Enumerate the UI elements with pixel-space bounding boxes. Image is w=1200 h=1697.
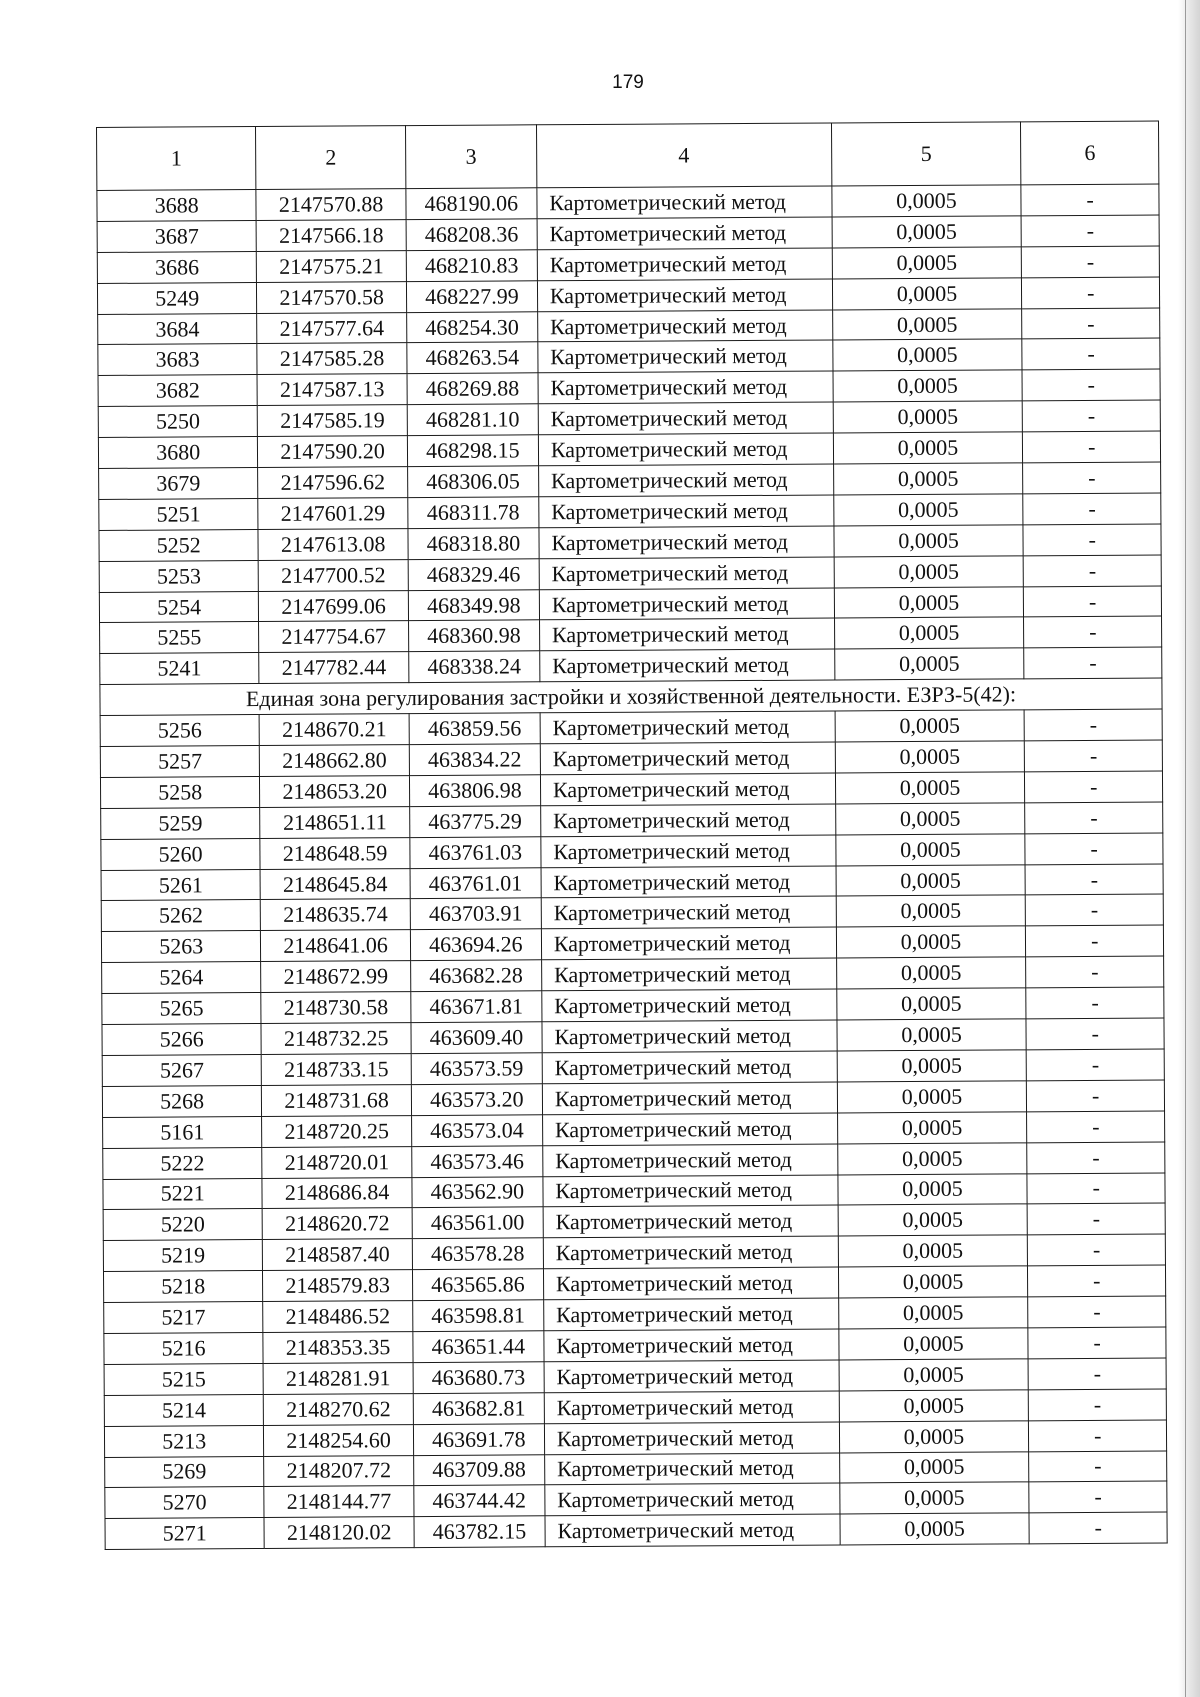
note-cell: - — [1026, 1018, 1164, 1050]
point-number-cell: 5270 — [105, 1487, 265, 1519]
x-coordinate-cell: 2148620.72 — [262, 1208, 412, 1240]
x-coordinate-cell: 2148720.01 — [262, 1146, 412, 1178]
point-number-cell: 3687 — [97, 220, 257, 252]
x-coordinate-cell: 2147601.29 — [258, 498, 408, 530]
method-cell: Картометрический метод — [537, 310, 832, 343]
point-number-cell: 5257 — [100, 746, 260, 778]
point-number-cell: 3682 — [98, 375, 258, 407]
note-cell: - — [1029, 1451, 1167, 1483]
note-cell: - — [1027, 1049, 1165, 1081]
point-number-cell: 5222 — [103, 1147, 263, 1179]
note-cell: - — [1023, 524, 1161, 556]
method-cell: Картометрический метод — [544, 1329, 839, 1362]
x-coordinate-cell: 2148353.35 — [263, 1332, 413, 1364]
point-number-cell: 5217 — [104, 1302, 264, 1334]
note-cell: - — [1026, 956, 1164, 988]
accuracy-cell: 0,0005 — [834, 556, 1024, 588]
point-number-cell: 5255 — [100, 622, 260, 654]
y-coordinate-cell: 463565.86 — [412, 1269, 543, 1301]
y-coordinate-cell: 463703.91 — [410, 898, 541, 930]
point-number-cell: 5252 — [99, 529, 259, 561]
point-number-cell: 5261 — [101, 869, 261, 901]
accuracy-cell: 0,0005 — [836, 988, 1026, 1020]
note-cell: - — [1023, 462, 1161, 494]
accuracy-cell: 0,0005 — [833, 463, 1023, 495]
y-coordinate-cell: 463651.44 — [413, 1331, 544, 1363]
accuracy-cell: 0,0005 — [835, 834, 1025, 866]
point-number-cell: 5263 — [101, 931, 261, 963]
accuracy-cell: 0,0005 — [838, 1328, 1028, 1360]
method-cell: Картометрический метод — [539, 588, 834, 621]
point-number-cell: 5250 — [98, 406, 258, 438]
method-cell: Картометрический метод — [539, 495, 834, 528]
y-coordinate-cell: 468360.98 — [408, 620, 539, 652]
x-coordinate-cell: 2148653.20 — [260, 776, 410, 808]
x-coordinate-cell: 2148254.60 — [264, 1424, 414, 1456]
accuracy-cell: 0,0005 — [839, 1359, 1029, 1391]
method-cell: Картометрический метод — [537, 248, 832, 281]
x-coordinate-cell: 2148120.02 — [264, 1517, 414, 1549]
accuracy-cell: 0,0005 — [838, 1204, 1028, 1236]
method-cell: Картометрический метод — [543, 1205, 838, 1238]
y-coordinate-cell: 463691.78 — [413, 1423, 544, 1455]
accuracy-cell: 0,0005 — [836, 864, 1026, 896]
x-coordinate-cell: 2148720.25 — [262, 1115, 412, 1147]
point-number-cell: 5258 — [100, 776, 260, 808]
x-coordinate-cell: 2148662.80 — [260, 745, 410, 777]
x-coordinate-cell: 2148635.74 — [261, 899, 411, 931]
y-coordinate-cell: 468349.98 — [408, 589, 539, 621]
note-cell: - — [1029, 1481, 1167, 1513]
note-cell: - — [1024, 616, 1162, 648]
y-coordinate-cell: 463573.46 — [412, 1145, 543, 1177]
y-coordinate-cell: 468254.30 — [407, 311, 538, 343]
header-col-3: 3 — [405, 125, 536, 189]
note-cell: - — [1027, 1080, 1165, 1112]
point-number-cell: 5266 — [102, 1024, 262, 1056]
x-coordinate-cell: 2148648.59 — [260, 837, 410, 869]
note-cell: - — [1027, 1142, 1165, 1174]
y-coordinate-cell: 468263.54 — [407, 342, 538, 374]
x-coordinate-cell: 2148672.99 — [261, 961, 411, 993]
point-number-cell: 5219 — [103, 1240, 263, 1272]
y-coordinate-cell: 463609.40 — [411, 1022, 542, 1054]
note-cell: - — [1028, 1234, 1166, 1266]
method-cell: Картометрический метод — [541, 958, 836, 991]
y-coordinate-cell: 463694.26 — [410, 929, 541, 961]
x-coordinate-cell: 2148670.21 — [259, 714, 409, 746]
y-coordinate-cell: 468329.46 — [408, 558, 539, 590]
y-coordinate-cell: 463782.15 — [414, 1516, 545, 1548]
x-coordinate-cell: 2148645.84 — [260, 868, 410, 900]
method-cell: Картометрический метод — [537, 186, 832, 219]
header-col-1: 1 — [97, 127, 257, 191]
note-cell: - — [1028, 1265, 1166, 1297]
y-coordinate-cell: 463573.20 — [411, 1084, 542, 1116]
accuracy-cell: 0,0005 — [834, 648, 1024, 680]
x-coordinate-cell: 2147575.21 — [257, 250, 407, 282]
point-number-cell: 3683 — [98, 344, 258, 376]
note-cell: - — [1023, 493, 1161, 525]
note-cell: - — [1025, 709, 1163, 741]
x-coordinate-cell: 2148731.68 — [262, 1084, 412, 1116]
point-number-cell: 5265 — [102, 993, 262, 1025]
note-cell: - — [1028, 1358, 1166, 1390]
method-cell: Картометрический метод — [545, 1483, 840, 1516]
y-coordinate-cell: 468318.80 — [408, 528, 539, 560]
y-coordinate-cell: 468208.36 — [406, 219, 537, 251]
accuracy-cell: 0,0005 — [839, 1451, 1029, 1483]
x-coordinate-cell: 2148579.83 — [263, 1270, 413, 1302]
note-cell: - — [1028, 1296, 1166, 1328]
method-cell: Картометрический метод — [538, 371, 833, 404]
method-cell: Картометрический метод — [542, 989, 837, 1022]
x-coordinate-cell: 2147585.28 — [257, 343, 407, 375]
note-cell: - — [1024, 555, 1162, 587]
x-coordinate-cell: 2148207.72 — [264, 1455, 414, 1487]
y-coordinate-cell: 463744.42 — [414, 1485, 545, 1517]
x-coordinate-cell: 2148730.58 — [261, 992, 411, 1024]
scan-edge-line — [1185, 0, 1186, 1697]
note-cell: - — [1024, 586, 1162, 618]
note-cell: - — [1026, 894, 1164, 926]
method-cell: Картометрический метод — [540, 711, 835, 744]
y-coordinate-cell: 463682.81 — [413, 1393, 544, 1425]
note-cell: - — [1029, 1512, 1167, 1544]
accuracy-cell: 0,0005 — [833, 432, 1023, 464]
x-coordinate-cell: 2147700.52 — [258, 559, 408, 591]
method-cell: Картометрический метод — [543, 1267, 838, 1300]
accuracy-cell: 0,0005 — [837, 1173, 1027, 1205]
x-coordinate-cell: 2148587.40 — [263, 1239, 413, 1271]
x-coordinate-cell: 2147590.20 — [258, 436, 408, 468]
x-coordinate-cell: 2147577.64 — [257, 312, 407, 344]
accuracy-cell: 0,0005 — [833, 494, 1023, 526]
x-coordinate-cell: 2148651.11 — [260, 806, 410, 838]
accuracy-cell: 0,0005 — [840, 1513, 1030, 1545]
note-cell: - — [1029, 1389, 1167, 1421]
method-cell: Картометрический метод — [542, 1051, 837, 1084]
y-coordinate-cell: 463806.98 — [409, 775, 540, 807]
accuracy-cell: 0,0005 — [839, 1482, 1029, 1514]
point-number-cell: 5161 — [103, 1116, 263, 1148]
accuracy-cell: 0,0005 — [838, 1235, 1028, 1267]
method-cell: Картометрический метод — [542, 1113, 837, 1146]
accuracy-cell: 0,0005 — [838, 1297, 1028, 1329]
table-row — [105, 1512, 1167, 1549]
y-coordinate-cell: 463561.00 — [412, 1207, 543, 1239]
point-number-cell: 5215 — [104, 1363, 264, 1395]
method-cell: Картометрический метод — [540, 773, 835, 806]
x-coordinate-cell: 2148641.06 — [261, 930, 411, 962]
point-number-cell: 5254 — [99, 591, 259, 623]
method-cell: Картометрический метод — [543, 1236, 838, 1269]
point-number-cell: 5268 — [102, 1085, 262, 1117]
y-coordinate-cell: 463573.59 — [411, 1053, 542, 1085]
note-cell: - — [1024, 647, 1162, 679]
point-number-cell: 3688 — [97, 190, 257, 222]
point-number-cell: 5214 — [104, 1394, 264, 1426]
method-cell: Картометрический метод — [540, 804, 835, 837]
note-cell: - — [1025, 771, 1163, 803]
header-row — [97, 121, 1159, 190]
note-cell: - — [1021, 215, 1159, 247]
accuracy-cell: 0,0005 — [832, 247, 1022, 279]
method-cell: Картометрический метод — [544, 1360, 839, 1393]
method-cell: Картометрический метод — [538, 402, 833, 435]
method-cell: Картометрический метод — [539, 557, 834, 590]
note-cell: - — [1022, 369, 1160, 401]
method-cell: Картометрический метод — [538, 433, 833, 466]
note-cell: - — [1025, 864, 1163, 896]
point-number-cell: 5251 — [99, 498, 259, 530]
point-number-cell: 5267 — [102, 1054, 262, 1086]
table-body — [97, 184, 1167, 1550]
note-cell: - — [1022, 246, 1160, 278]
point-number-cell: 5221 — [103, 1178, 263, 1210]
y-coordinate-cell: 463598.81 — [413, 1300, 544, 1332]
point-number-cell: 5260 — [101, 838, 261, 870]
method-cell: Картометрический метод — [543, 1174, 838, 1207]
method-cell: Картометрический метод — [544, 1391, 839, 1424]
note-cell: - — [1028, 1327, 1166, 1359]
page-number: 179 — [612, 72, 644, 93]
method-cell: Картометрический метод — [544, 1453, 839, 1486]
y-coordinate-cell: 468210.83 — [406, 250, 537, 282]
method-cell: Картометрический метод — [538, 464, 833, 497]
accuracy-cell: 0,0005 — [832, 308, 1022, 340]
point-number-cell: 5259 — [101, 807, 261, 839]
y-coordinate-cell: 463578.28 — [412, 1238, 543, 1270]
point-number-cell: 5241 — [100, 653, 260, 685]
note-cell: - — [1028, 1203, 1166, 1235]
point-number-cell: 5218 — [103, 1271, 263, 1303]
accuracy-cell: 0,0005 — [831, 185, 1021, 217]
header-col-5: 5 — [831, 122, 1021, 186]
y-coordinate-cell: 463859.56 — [409, 713, 540, 745]
accuracy-cell: 0,0005 — [833, 401, 1023, 433]
accuracy-cell: 0,0005 — [837, 1081, 1027, 1113]
point-number-cell: 3686 — [97, 251, 257, 283]
x-coordinate-cell: 2147587.13 — [257, 374, 407, 406]
section-title: Единая зона регулирования застройки и хозяйственной деятельности. ЕЗРЗ-5(42): — [100, 678, 1162, 715]
x-coordinate-cell: 2147613.08 — [258, 528, 408, 560]
method-cell: Картометрический метод — [542, 1082, 837, 1115]
accuracy-cell: 0,0005 — [832, 216, 1022, 248]
method-cell: Картометрический метод — [541, 896, 836, 929]
point-number-cell: 5262 — [101, 900, 261, 932]
accuracy-cell: 0,0005 — [833, 370, 1023, 402]
point-number-cell: 5216 — [104, 1332, 264, 1364]
note-cell: - — [1023, 400, 1161, 432]
method-cell: Картометрический метод — [544, 1422, 839, 1455]
method-cell: Картометрический метод — [540, 649, 835, 682]
accuracy-cell: 0,0005 — [835, 772, 1025, 804]
accuracy-cell: 0,0005 — [839, 1420, 1029, 1452]
y-coordinate-cell: 463562.90 — [412, 1176, 543, 1208]
method-cell: Картометрический метод — [544, 1298, 839, 1331]
point-number-cell: 5220 — [103, 1209, 263, 1241]
point-number-cell: 5249 — [97, 282, 257, 314]
method-cell: Картометрический метод — [542, 1020, 837, 1053]
x-coordinate-cell: 2148486.52 — [263, 1301, 413, 1333]
x-coordinate-cell: 2148732.25 — [261, 1023, 411, 1055]
method-cell: Картометрический метод — [545, 1514, 840, 1547]
y-coordinate-cell: 468190.06 — [406, 188, 537, 220]
accuracy-cell: 0,0005 — [834, 617, 1024, 649]
note-cell: - — [1022, 277, 1160, 309]
note-cell: - — [1025, 833, 1163, 865]
x-coordinate-cell: 2148686.84 — [262, 1177, 412, 1209]
point-number-cell: 5271 — [105, 1518, 265, 1550]
method-cell: Картометрический метод — [541, 835, 836, 868]
y-coordinate-cell: 463682.28 — [410, 960, 541, 992]
x-coordinate-cell: 2147585.19 — [258, 405, 408, 437]
x-coordinate-cell: 2148281.91 — [263, 1362, 413, 1394]
y-coordinate-cell: 463671.81 — [411, 991, 542, 1023]
accuracy-cell: 0,0005 — [832, 278, 1022, 310]
y-coordinate-cell: 463775.29 — [410, 806, 541, 838]
accuracy-cell: 0,0005 — [835, 741, 1025, 773]
method-cell: Картометрический метод — [537, 217, 832, 250]
y-coordinate-cell: 468338.24 — [409, 651, 540, 683]
method-cell: Картометрический метод — [538, 340, 833, 373]
y-coordinate-cell: 463573.04 — [411, 1115, 542, 1147]
accuracy-cell: 0,0005 — [833, 525, 1023, 557]
y-coordinate-cell: 468281.10 — [407, 404, 538, 436]
accuracy-cell: 0,0005 — [838, 1266, 1028, 1298]
point-number-cell: 5256 — [100, 715, 260, 747]
x-coordinate-cell: 2147782.44 — [259, 652, 409, 684]
point-number-cell: 5269 — [105, 1456, 265, 1488]
note-cell: - — [1026, 987, 1164, 1019]
accuracy-cell: 0,0005 — [837, 1019, 1027, 1051]
method-cell: Картометрический метод — [539, 526, 834, 559]
header-col-6: 6 — [1021, 121, 1159, 185]
y-coordinate-cell: 463680.73 — [413, 1362, 544, 1394]
accuracy-cell: 0,0005 — [835, 710, 1025, 742]
x-coordinate-cell: 2148733.15 — [262, 1054, 412, 1086]
y-coordinate-cell: 463761.03 — [410, 836, 541, 868]
x-coordinate-cell: 2148144.77 — [264, 1486, 414, 1518]
accuracy-cell: 0,0005 — [836, 957, 1026, 989]
note-cell: - — [1027, 1111, 1165, 1143]
accuracy-cell: 0,0005 — [837, 1112, 1027, 1144]
x-coordinate-cell: 2147570.58 — [257, 281, 407, 313]
point-number-cell: 5253 — [99, 560, 259, 592]
note-cell: - — [1025, 802, 1163, 834]
coordinates-table — [96, 121, 1168, 1551]
y-coordinate-cell: 468311.78 — [408, 497, 539, 529]
note-cell: - — [1026, 925, 1164, 957]
accuracy-cell: 0,0005 — [837, 1142, 1027, 1174]
accuracy-cell: 0,0005 — [836, 895, 1026, 927]
x-coordinate-cell: 2148270.62 — [264, 1393, 414, 1425]
x-coordinate-cell: 2147570.88 — [256, 189, 406, 221]
note-cell: - — [1029, 1420, 1167, 1452]
accuracy-cell: 0,0005 — [834, 586, 1024, 618]
point-number-cell: 3680 — [98, 437, 258, 469]
y-coordinate-cell: 468298.15 — [407, 435, 538, 467]
x-coordinate-cell: 2147596.62 — [258, 467, 408, 499]
method-cell: Картометрический метод — [537, 279, 832, 312]
accuracy-cell: 0,0005 — [836, 926, 1026, 958]
x-coordinate-cell: 2147699.06 — [259, 590, 409, 622]
note-cell: - — [1023, 431, 1161, 463]
y-coordinate-cell: 463761.01 — [410, 867, 541, 899]
accuracy-cell: 0,0005 — [835, 803, 1025, 835]
y-coordinate-cell: 468227.99 — [406, 280, 537, 312]
y-coordinate-cell: 463709.88 — [413, 1454, 544, 1486]
note-cell: - — [1021, 184, 1159, 216]
header-col-4: 4 — [536, 123, 831, 188]
method-cell: Картометрический метод — [543, 1144, 838, 1177]
method-cell: Картометрический метод — [539, 618, 834, 651]
point-number-cell: 5213 — [104, 1425, 264, 1457]
x-coordinate-cell: 2147754.67 — [259, 621, 409, 653]
x-coordinate-cell: 2147566.18 — [256, 219, 406, 251]
y-coordinate-cell: 463834.22 — [409, 744, 540, 776]
y-coordinate-cell: 468269.88 — [407, 373, 538, 405]
method-cell: Картометрический метод — [541, 927, 836, 960]
point-number-cell: 3679 — [99, 468, 259, 500]
accuracy-cell: 0,0005 — [832, 339, 1022, 371]
note-cell: - — [1022, 338, 1160, 370]
point-number-cell: 3684 — [98, 313, 258, 345]
y-coordinate-cell: 468306.05 — [407, 466, 538, 498]
note-cell: - — [1025, 740, 1163, 772]
point-number-cell: 5264 — [102, 962, 262, 994]
note-cell: - — [1022, 308, 1160, 340]
note-cell: - — [1027, 1172, 1165, 1204]
accuracy-cell: 0,0005 — [839, 1390, 1029, 1422]
header-col-2: 2 — [256, 126, 406, 190]
accuracy-cell: 0,0005 — [837, 1050, 1027, 1082]
scan-edge-shadow — [1178, 0, 1200, 1697]
method-cell: Картометрический метод — [541, 866, 836, 899]
method-cell: Картометрический метод — [540, 742, 835, 775]
table-header — [97, 121, 1159, 190]
